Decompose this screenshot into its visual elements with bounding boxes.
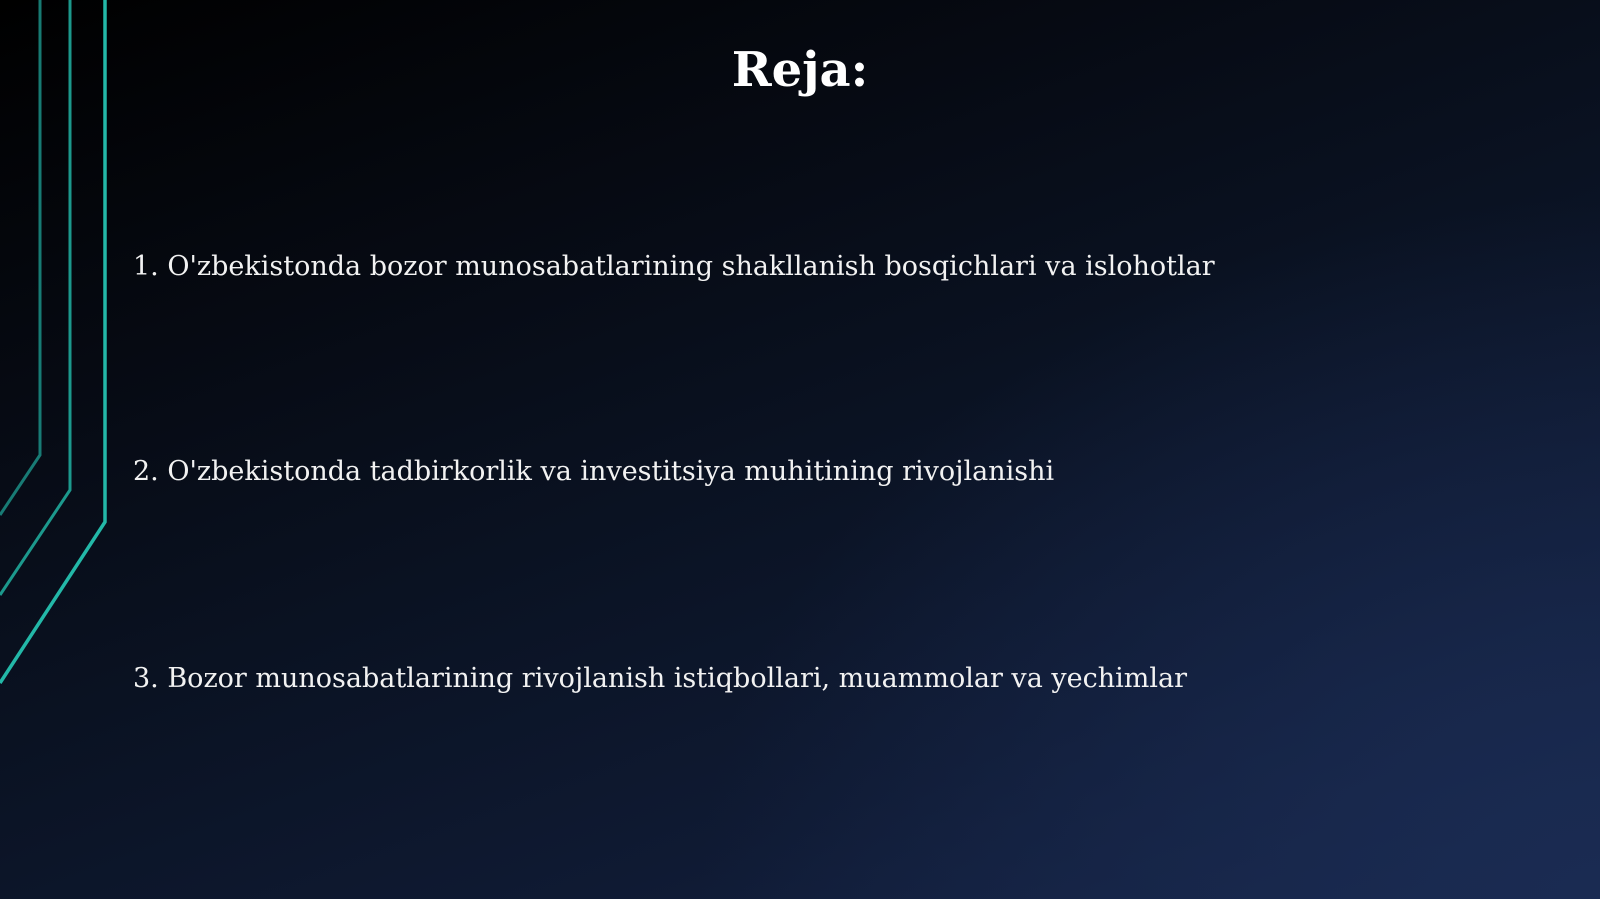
plan-item-3: 3. Bozor munosabatlarining rivojlanish istiqbollari, muammolar va yechimlar [133,663,1187,694]
plan-item-2: 2. O'zbekistonda tadbirkorlik va investitsiya muhitining rivojlanishi [133,456,1055,487]
plan-item-1: 1. O'zbekistonda bozor munosabatlarining shakllanish bosqichlari va islohotlar [133,251,1215,282]
slide-title: Reja: [731,42,869,98]
decorative-lines [0,0,140,899]
accent-line-outer [0,0,105,683]
